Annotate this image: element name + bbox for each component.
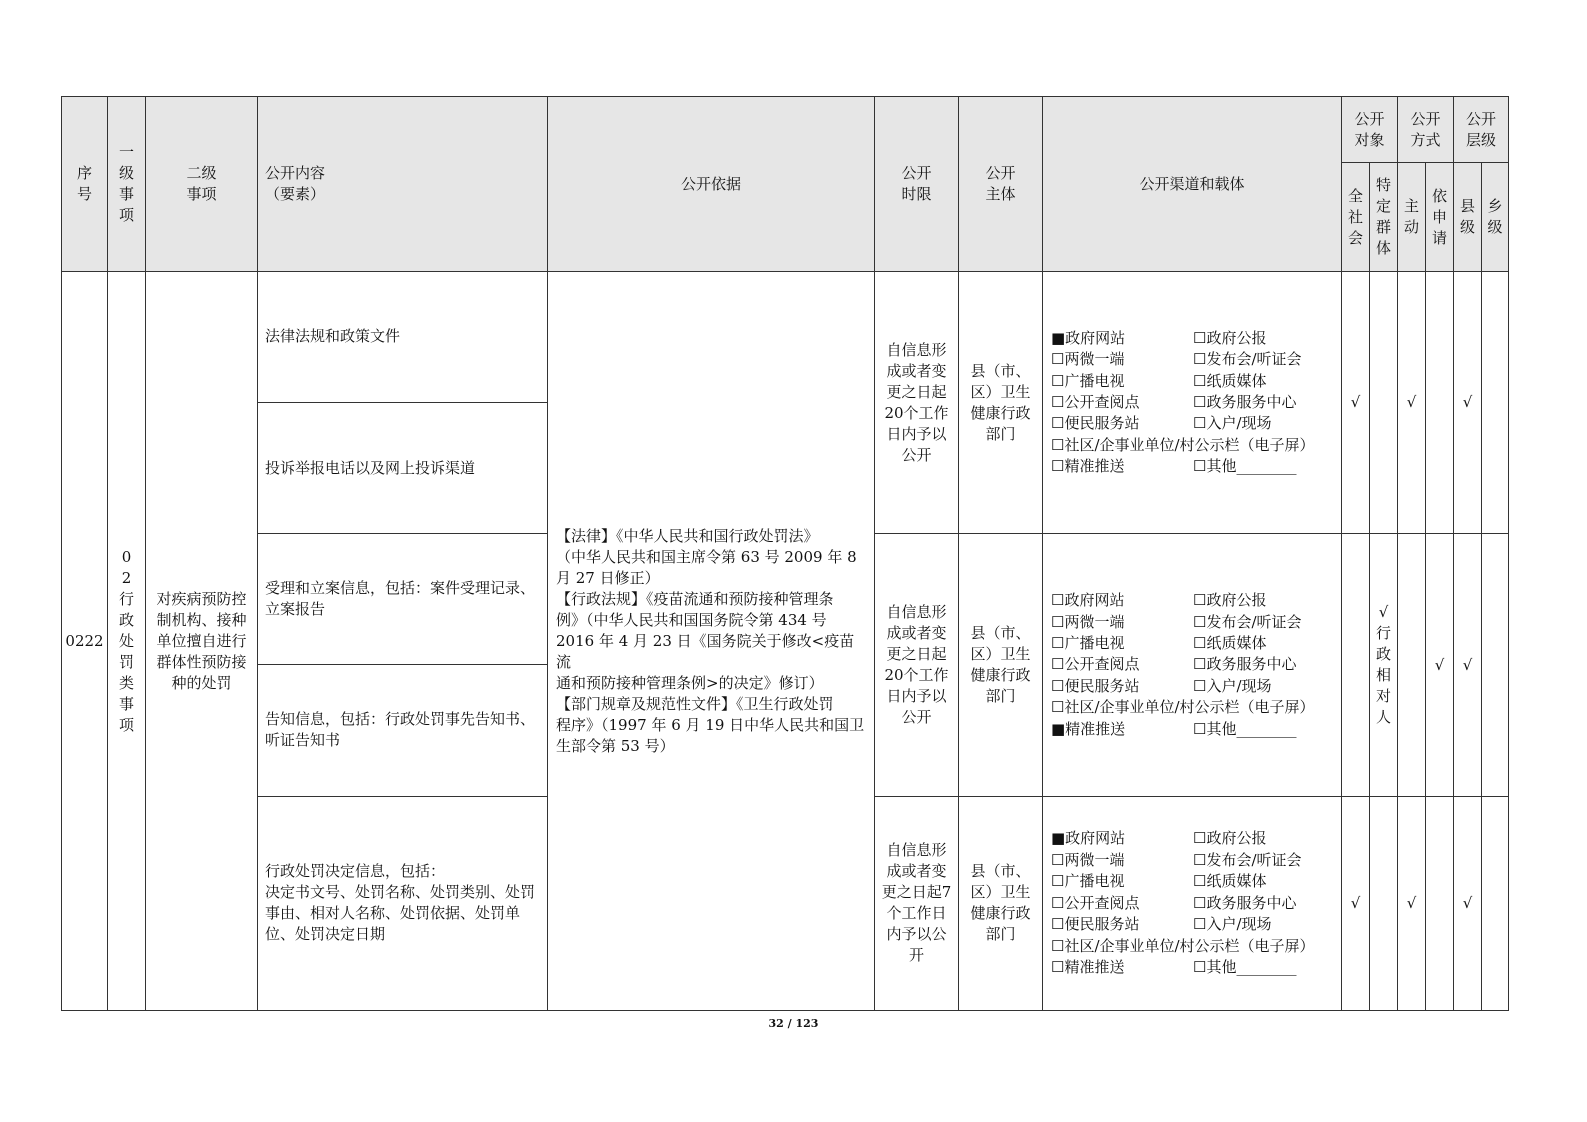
- subject-cell: 县（市、区）卫生健康行政部门: [959, 272, 1043, 534]
- subject-cell: 县（市、区）卫生健康行政部门: [959, 534, 1043, 796]
- mark-object-specific: √行政相对人: [1370, 534, 1398, 796]
- channel-option: ☐纸质媒体: [1193, 371, 1267, 390]
- channel-option: ☐社区/企事业单位/村公示栏（电子屏）: [1051, 435, 1315, 454]
- channel-option: ☐精准推送: [1051, 957, 1125, 976]
- header-subject: 公开主体: [959, 97, 1043, 272]
- channel-option: ☐其他________: [1193, 957, 1297, 976]
- channel-option: ☐公开查阅点: [1051, 393, 1140, 411]
- time-limit-cell: 自信息形成或者变更之日起20个工作日内予以公开: [875, 534, 959, 796]
- mark-method-active: √: [1398, 796, 1426, 1010]
- mark-level-county: √: [1454, 272, 1482, 534]
- channel-list: [1051, 590, 1341, 740]
- mark-level-county: √: [1454, 534, 1482, 796]
- channel-option: ☐其他________: [1193, 457, 1297, 476]
- basis-line: 【法律】《中华人民共和国行政处罚法》: [556, 526, 819, 545]
- channel-option: ☐公开查阅点: [1051, 655, 1140, 674]
- disclosure-table: [61, 96, 1509, 1011]
- channel-option: ☐发布会/听证会: [1193, 850, 1302, 869]
- channels-cell: [1043, 796, 1342, 1010]
- header-channels: 公开渠道和载体: [1043, 97, 1342, 272]
- channel-option: ☐政务服务中心: [1193, 655, 1297, 674]
- basis-line: 2016 年 4 月 23 日《国务院关于修改<疫苗流: [556, 631, 855, 671]
- channel-option: ☐政务服务中心: [1193, 393, 1297, 411]
- channel-list: [1051, 328, 1341, 478]
- header-content: 公开内容 （要素）: [258, 97, 548, 272]
- mark-object-all: √: [1342, 796, 1370, 1010]
- channel-option: ☐纸质媒体: [1193, 634, 1267, 652]
- basis-line: 月 27 日修正）: [556, 568, 660, 587]
- header-level-township: 乡级: [1482, 163, 1509, 272]
- basis-cell: [548, 272, 875, 1011]
- mark-method-request: [1426, 272, 1454, 534]
- basis-line: 【部门规章及规范性文件】《卫生行政处罚: [556, 694, 834, 713]
- channel-option: ☐两微一端: [1051, 850, 1125, 869]
- channels-cell: [1043, 534, 1342, 796]
- header-time-limit: 公开时限: [875, 97, 959, 272]
- mark-level-township: [1482, 272, 1509, 534]
- channel-option: ☐其他________: [1193, 719, 1297, 738]
- content-cell: 投诉举报电话以及网上投诉渠道: [258, 402, 548, 534]
- time-limit-cell: 自信息形成或者变更之日起20个工作日内予以公开: [875, 272, 959, 534]
- basis-line: 通和预防接种管理条例>的决定》修订）: [556, 673, 824, 692]
- mark-level-county: √: [1454, 796, 1482, 1010]
- header-basis: 公开依据: [548, 97, 875, 272]
- item-seq: 0222: [62, 272, 108, 1011]
- channel-option: ☐两微一端: [1051, 350, 1125, 369]
- channel-option: ☐政务服务中心: [1193, 893, 1297, 912]
- channel-option: ☐政府公报: [1193, 829, 1267, 848]
- channel-option: ☐公开查阅点: [1051, 893, 1140, 912]
- mark-method-request: [1426, 796, 1454, 1010]
- subject-cell: 县（市、区）卫生健康行政部门: [959, 796, 1043, 1010]
- mark-level-township: [1482, 534, 1509, 796]
- basis-line: 程序》（1997 年 6 月 19 日中华人民共和国卫: [556, 715, 865, 734]
- header-level1: 一级事项: [108, 97, 146, 272]
- header-level2: 二级事项: [146, 97, 258, 272]
- item-level1: 02行政处罚类事项: [108, 272, 146, 1011]
- channels-cell: [1043, 272, 1342, 534]
- channel-option: ☐发布会/听证会: [1193, 350, 1302, 369]
- header-method-active: 主动: [1398, 163, 1426, 272]
- mark-object-specific: [1370, 272, 1398, 534]
- channel-option: ☐社区/企事业单位/村公示栏（电子屏）: [1051, 936, 1315, 955]
- channel-option: ■政府网站: [1051, 829, 1126, 848]
- page-number: 32 / 123: [768, 1017, 819, 1030]
- channel-option: ☐广播电视: [1051, 872, 1125, 891]
- channel-option: ☐广播电视: [1051, 634, 1125, 652]
- header-method-request: 依申请: [1426, 163, 1454, 272]
- header-object-group: 公开对象: [1342, 97, 1398, 163]
- channel-option: ☐入户/现场: [1193, 915, 1272, 934]
- mark-method-active: [1398, 534, 1426, 796]
- mark-object-all: [1342, 534, 1370, 796]
- channel-option: ☐政府公报: [1193, 591, 1267, 610]
- channel-option: ■精准推送: [1051, 719, 1126, 738]
- header-object-specific: 特定群体: [1370, 163, 1398, 272]
- channel-option: ☐便民服务站: [1051, 414, 1140, 433]
- channel-option: ☐便民服务站: [1051, 676, 1140, 695]
- channel-option: ☐便民服务站: [1051, 915, 1140, 934]
- item-level2: 对疾病预防控制机构、接种单位擅自进行群体性预防接种的处罚: [146, 272, 258, 1011]
- basis-line: 例》（中华人民共和国国务院令第 434 号: [556, 610, 827, 629]
- mark-method-request: √: [1426, 534, 1454, 796]
- channel-option: ☐发布会/听证会: [1193, 612, 1302, 631]
- channel-option: ■政府网站: [1051, 328, 1126, 347]
- channel-option: ☐广播电视: [1051, 371, 1125, 390]
- channel-option: ☐两微一端: [1051, 612, 1125, 631]
- content-cell: 告知信息，包括：行政处罚事先告知书、听证告知书: [258, 665, 548, 797]
- channel-list: [1051, 828, 1341, 978]
- mark-object-all: √: [1342, 272, 1370, 534]
- header-level-county: 县级: [1454, 163, 1482, 272]
- basis-line: 生部令第 53 号）: [556, 736, 675, 755]
- time-limit-cell: 自信息形成或者变更之日起7个工作日内予以公开: [875, 796, 959, 1010]
- mark-object-specific: [1370, 796, 1398, 1010]
- header-level-group: 公开层级: [1454, 97, 1509, 163]
- content-cell: 行政处罚决定信息，包括： 决定书文号、处罚名称、处罚类别、处罚事由、相对人名称、处罚依据、处罚单位、处罚决定日期: [258, 796, 548, 1010]
- content-cell: 受理和立案信息，包括：案件受理记录、立案报告: [258, 534, 548, 665]
- channel-option: ☐政府公报: [1193, 328, 1267, 347]
- header-object-all: 全社会: [1342, 163, 1370, 272]
- header-method-group: 公开方式: [1398, 97, 1454, 163]
- header-seq: 序号: [62, 97, 108, 272]
- channel-option: ☐政府网站: [1051, 591, 1125, 610]
- channel-option: ☐入户/现场: [1193, 414, 1272, 433]
- mark-level-township: [1482, 796, 1509, 1010]
- mark-method-active: √: [1398, 272, 1426, 534]
- channel-option: ☐纸质媒体: [1193, 872, 1267, 891]
- channel-option: ☐入户/现场: [1193, 676, 1272, 695]
- content-cell: 法律法规和政策文件: [258, 272, 548, 403]
- basis-line: 【行政法规】《疫苗流通和预防接种管理条: [556, 589, 834, 608]
- basis-line: （中华人民共和国主席令第 63 号 2009 年 8: [556, 547, 857, 566]
- channel-option: ☐精准推送: [1051, 457, 1125, 476]
- channel-option: ☐社区/企事业单位/村公示栏（电子屏）: [1051, 698, 1315, 717]
